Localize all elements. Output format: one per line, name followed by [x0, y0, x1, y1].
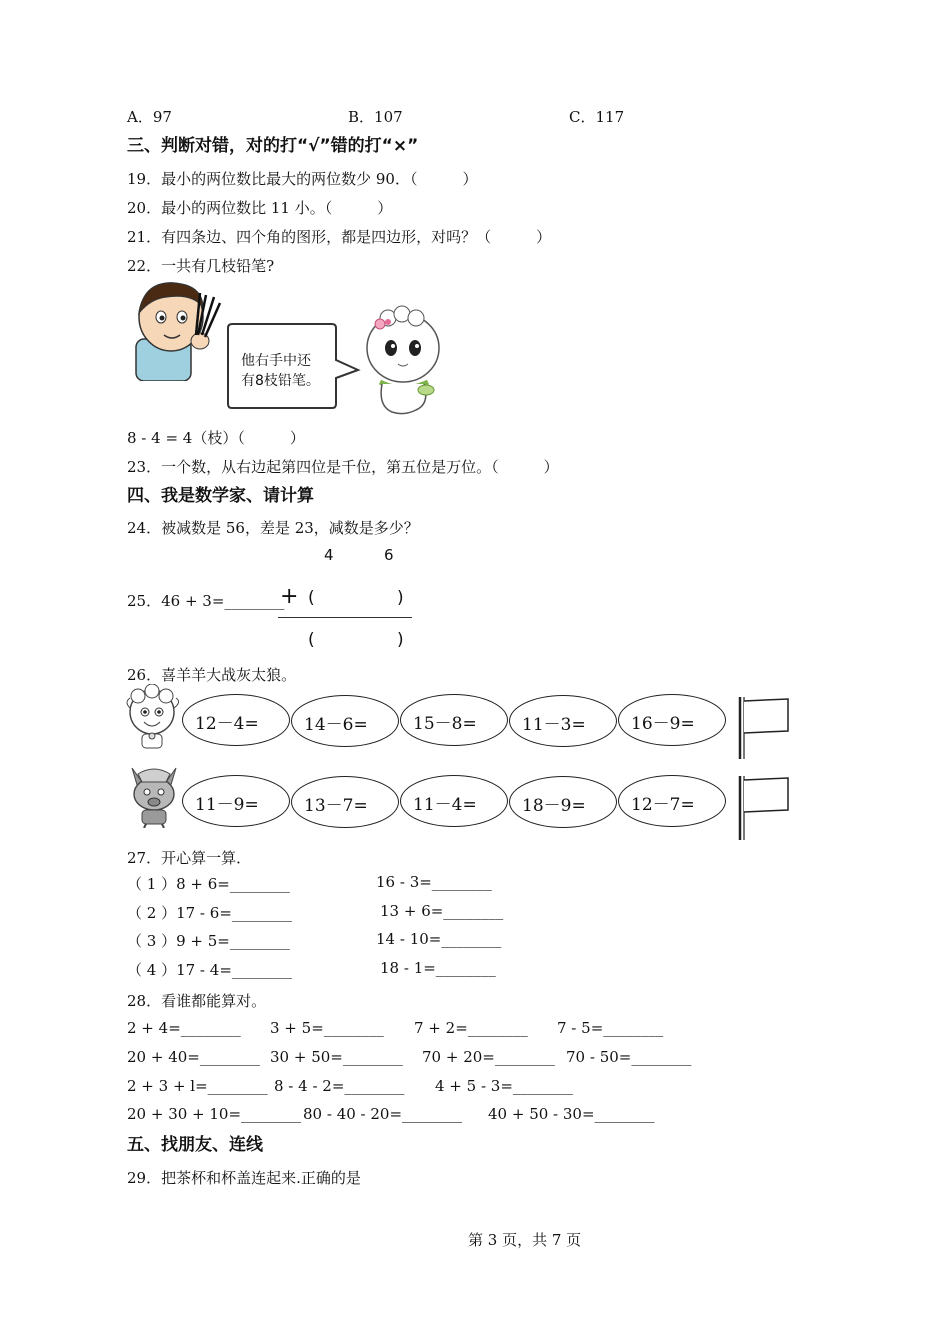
- q25-digit-ones: 6: [384, 546, 394, 564]
- sheep-character: [358, 302, 448, 418]
- question-24: 24．被减数是 56，差是 23，减数是多少？: [127, 519, 419, 537]
- q25-result-paren-open: (: [308, 630, 315, 650]
- question-19: 19．最小的两位数比最大的两位数少 90．（ ）: [127, 170, 478, 188]
- q28-item: 20 + 40=________: [127, 1048, 260, 1066]
- goat-problem: 16－9=: [631, 714, 695, 734]
- goat-problem-oval: [400, 694, 508, 746]
- goat-problem: 14－6=: [304, 715, 368, 735]
- boy-illustration: [126, 277, 224, 381]
- q25-digit-tens: 4: [324, 546, 334, 564]
- q25-result-paren-close: ): [397, 630, 404, 650]
- option-a: A．97: [127, 108, 172, 126]
- q25-sum-line: [278, 617, 412, 618]
- option-c: C．117: [569, 108, 625, 126]
- q28-item: 2 + 3 + l=________: [127, 1077, 268, 1095]
- wolf-problem: 11－4=: [413, 795, 477, 815]
- q28-item: 20 + 30 + 10=________: [127, 1105, 302, 1123]
- goat-problem-oval: [618, 694, 726, 746]
- q27-item: （ 1 ）8 + 6=________: [127, 875, 290, 893]
- bubble-line-1: 他右手中还: [241, 353, 311, 369]
- goat-problem: 12－4=: [195, 714, 259, 734]
- goat-problem-oval: [182, 694, 290, 746]
- q28-item: 30 + 50=________: [270, 1048, 403, 1066]
- wolf-problem-oval: [400, 775, 508, 827]
- bubble-line-2: 有8枝铅笔。: [241, 373, 320, 389]
- q27-item: 16 - 3=________: [376, 873, 492, 891]
- finish-flag-icon: [736, 774, 792, 842]
- question-22: 22．一共有几枝铅笔?: [127, 257, 275, 275]
- q27-item: 14 - 10=________: [376, 930, 502, 948]
- question-27: 27．开心算一算．: [127, 849, 252, 867]
- q27-item: （ 3 ）9 + 5=________: [127, 932, 290, 950]
- wolf-problem-oval: [509, 776, 617, 828]
- q25-plus-sign: +: [280, 584, 299, 609]
- q27-item: （ 2 ）17 - 6=________: [127, 904, 292, 922]
- wolf-problem: 12－7=: [631, 795, 695, 815]
- question-22-answer: 8 - 4 = 4（枝）（ ）: [127, 429, 305, 447]
- wolf-problem: 13－7=: [304, 796, 368, 816]
- option-b: B．107: [348, 108, 403, 126]
- section5-title: 五、找朋友、连线: [127, 1135, 263, 1155]
- pleasant-goat-icon: [126, 684, 182, 754]
- wolf-problem-oval: [182, 775, 290, 827]
- q25-paren-close: ): [397, 588, 404, 608]
- q28-item: 7 + 2=________: [414, 1019, 528, 1037]
- question-23: 23．一个数，从右边起第四位是千位，第五位是万位。（ ）: [127, 458, 559, 476]
- q25-paren-open: (: [308, 588, 315, 608]
- finish-flag-icon: [736, 695, 792, 761]
- q27-item: 13 + 6=________: [380, 902, 504, 920]
- big-wolf-icon: [126, 762, 182, 828]
- goat-problem: 15－8=: [413, 714, 477, 734]
- question-28: 28．看谁都能算对。: [127, 992, 267, 1010]
- q28-item: 3 + 5=________: [270, 1019, 384, 1037]
- goat-problem: 11－3=: [522, 715, 586, 735]
- q27-item: 18 - 1=________: [380, 959, 496, 977]
- q28-item: 8 - 4 - 2=________: [274, 1077, 405, 1095]
- wolf-problem-oval: [618, 775, 726, 827]
- q28-item: 70 - 50=________: [566, 1048, 692, 1066]
- q28-item: 7 - 5=________: [557, 1019, 664, 1037]
- q28-item: 80 - 40 - 20=________: [303, 1105, 463, 1123]
- question-25: 25．46 + 3=________: [127, 592, 285, 610]
- question-26: 26．喜羊羊大战灰太狼。: [127, 666, 297, 684]
- goat-problem-oval: [291, 695, 399, 747]
- question-21: 21．有四条边、四个角的图形，都是四边形，对吗？（ ）: [127, 228, 552, 246]
- q28-item: 40 + 50 - 30=________: [488, 1105, 655, 1123]
- question-20: 20．最小的两位数比 11 小。（ ）: [127, 199, 393, 217]
- q28-item: 70 + 20=________: [422, 1048, 555, 1066]
- section4-title: 四、我是数学家、请计算: [127, 486, 314, 506]
- q28-item: 4 + 5 - 3=________: [435, 1077, 573, 1095]
- q28-item: 2 + 4=________: [127, 1019, 241, 1037]
- q27-item: （ 4 ）17 - 4=________: [127, 961, 292, 979]
- question-29: 29．把茶杯和杯盖连起来.正确的是: [127, 1169, 361, 1187]
- wolf-problem: 18－9=: [522, 796, 586, 816]
- page-footer: 第 3 页，共 7 页: [468, 1231, 582, 1249]
- goat-problem-oval: [509, 695, 617, 747]
- wolf-problem: 11－9=: [195, 795, 259, 815]
- section3-title: 三、判断对错，对的打“√”错的打“×”: [127, 136, 419, 156]
- wolf-problem-oval: [291, 776, 399, 828]
